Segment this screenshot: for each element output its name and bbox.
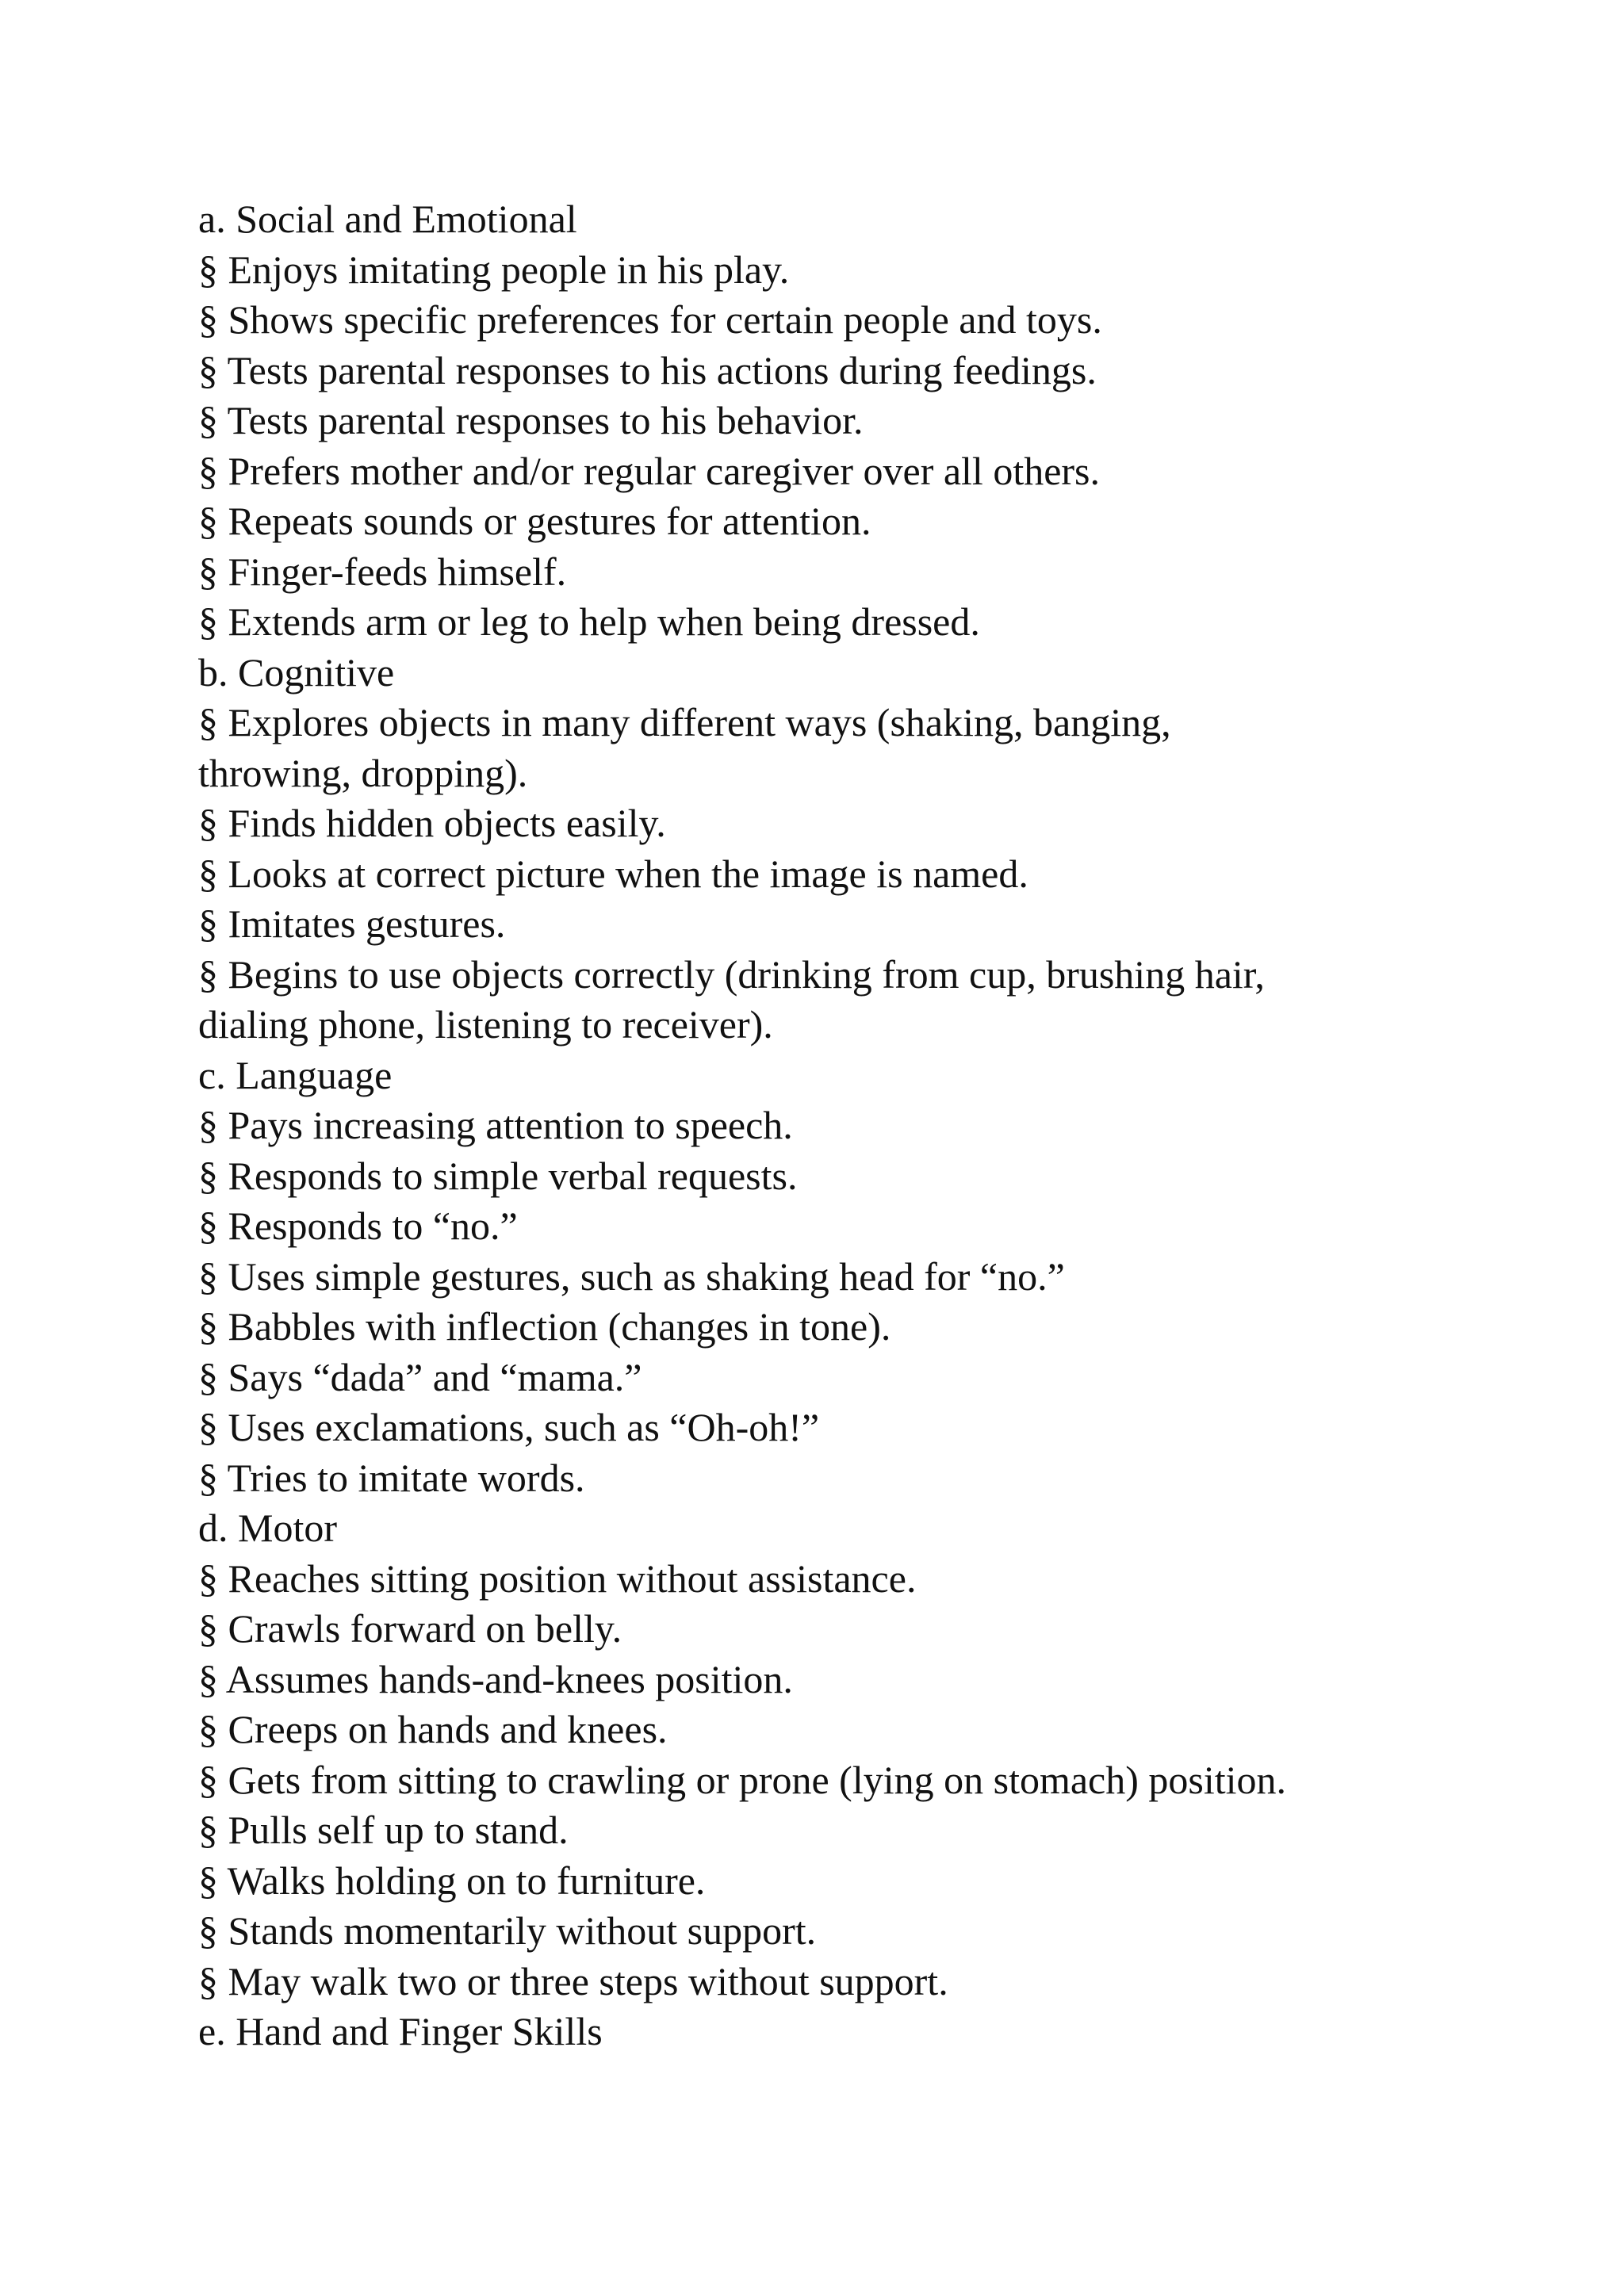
list-item: § Repeats sounds or gestures for attention. bbox=[198, 499, 871, 543]
list-item: § Crawls forward on belly. bbox=[198, 1606, 622, 1651]
list-item: § Finger-feeds himself. bbox=[198, 549, 567, 594]
list-item-continuation: dialing phone, listening to receiver). bbox=[198, 1002, 773, 1047]
list-item-continuation: throwing, dropping). bbox=[198, 750, 528, 795]
list-item: § Assumes hands-and-knees position. bbox=[198, 1656, 793, 1701]
list-item: § Says “dada” and “mama.” bbox=[198, 1354, 642, 1399]
list-item: § Extends arm or leg to help when being dressed. bbox=[198, 599, 980, 644]
list-item: § Begins to use objects correctly (drinking from cup, brushing hair, bbox=[198, 951, 1265, 997]
list-item: § Tries to imitate words. bbox=[198, 1455, 585, 1500]
section-heading: b. Cognitive bbox=[198, 649, 395, 695]
list-item: § Tests parental responses to his behavior. bbox=[198, 398, 864, 442]
section-hand-finger-skills bbox=[198, 2007, 1435, 2057]
list-item: § Gets from sitting to crawling or prone (lying on stomach) position. bbox=[198, 1757, 1287, 1802]
list-item: § Stands momentarily without support. bbox=[198, 1908, 817, 1953]
section-heading: e. Hand and Finger Skills bbox=[198, 2009, 603, 2053]
list-item: § Babbles with inflection (changes in tone). bbox=[198, 1304, 891, 1349]
list-item: § May walk two or three steps without support. bbox=[198, 1958, 948, 2003]
list-item: § Enjoys imitating people in his play. bbox=[198, 247, 790, 292]
list-item: § Pulls self up to stand. bbox=[198, 1808, 569, 1852]
list-item: § Pays increasing attention to speech. bbox=[198, 1103, 793, 1147]
list-item: § Creeps on hands and knees. bbox=[198, 1707, 668, 1751]
list-item: § Reaches sitting position without assistance. bbox=[198, 1556, 917, 1601]
section-language bbox=[198, 1050, 1435, 1504]
list-item: § Tests parental responses to his actions during feedings. bbox=[198, 347, 1097, 392]
section-heading: d. Motor bbox=[198, 1506, 337, 1550]
section-social-emotional bbox=[198, 194, 1435, 648]
list-item: § Explores objects in many different ways (shaking, banging, bbox=[198, 700, 1171, 744]
section-heading: c. Language bbox=[198, 1052, 393, 1097]
document-body bbox=[198, 194, 1435, 2057]
section-motor bbox=[198, 1503, 1435, 2007]
list-item: § Prefers mother and/or regular caregiver over all others. bbox=[198, 448, 1101, 493]
list-item: § Looks at correct picture when the image is named. bbox=[198, 851, 1028, 896]
list-item: § Uses simple gestures, such as shaking head for “no.” bbox=[198, 1253, 1065, 1299]
list-item: § Shows specific preferences for certain people and toys. bbox=[198, 297, 1102, 342]
list-item: § Finds hidden objects easily. bbox=[198, 801, 666, 845]
list-item: § Walks holding on to furniture. bbox=[198, 1858, 706, 1903]
list-item: § Imitates gestures. bbox=[198, 901, 506, 946]
list-item: § Responds to “no.” bbox=[198, 1203, 518, 1248]
list-item: § Uses exclamations, such as “Oh-oh!” bbox=[198, 1405, 820, 1449]
list-item: § Responds to simple verbal requests. bbox=[198, 1153, 798, 1198]
section-heading: a. Social and Emotional bbox=[198, 197, 577, 241]
section-cognitive bbox=[198, 648, 1435, 1050]
